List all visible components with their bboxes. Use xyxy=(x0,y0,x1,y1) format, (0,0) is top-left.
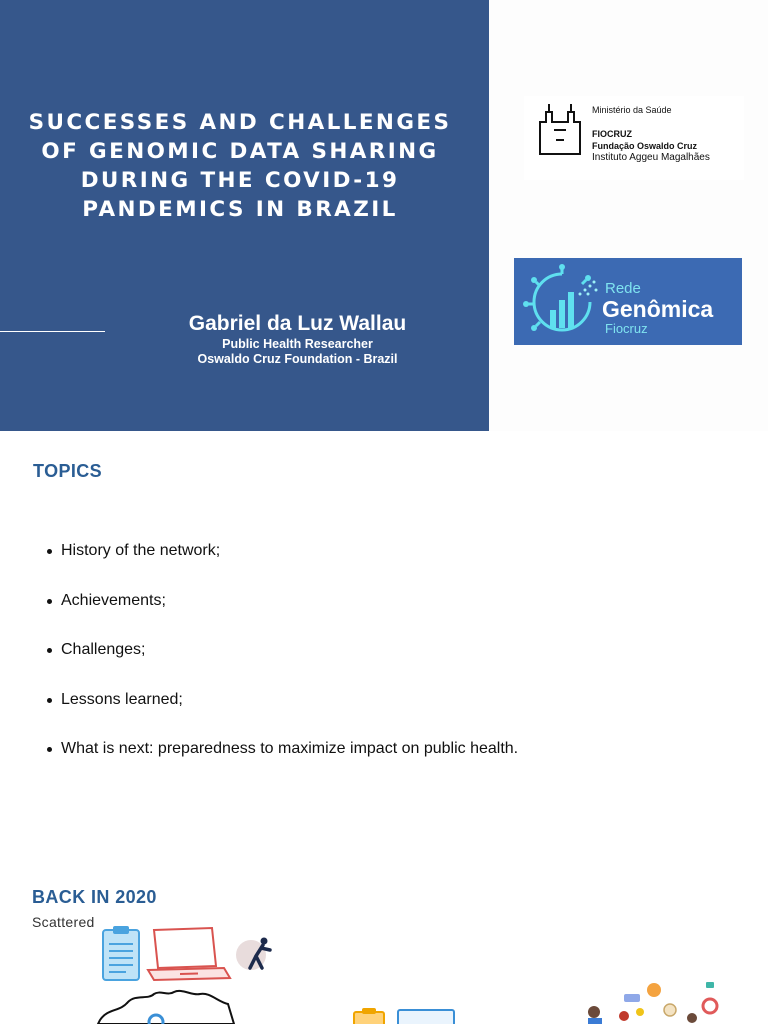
clipboard-laptop-icon xyxy=(350,1004,458,1024)
institute-text: Instituto Aggeu Magalhães xyxy=(592,152,710,163)
author-affiliation: Oswaldo Cruz Foundation - Brazil xyxy=(197,352,398,366)
brazil-map-icon xyxy=(96,988,238,1024)
bullet-icon xyxy=(47,747,52,752)
fiocruz-logo xyxy=(524,96,744,180)
list-item xyxy=(44,591,518,641)
fiocruz-castle-icon xyxy=(534,100,586,158)
org-full: Fundação Oswaldo Cruz xyxy=(592,141,698,151)
bullet-icon xyxy=(47,698,52,703)
back-in-2020-heading: BACK IN 2020 xyxy=(32,887,157,907)
author-block xyxy=(140,311,455,367)
list-item xyxy=(44,640,518,690)
list-item-text: Lessons learned; xyxy=(61,690,183,708)
clipboard-icon xyxy=(100,924,144,982)
presentation-title: SUCCESSES AND CHALLENGES OF GENOMIC DATA SHARING DURING THE COVID-19 PANDEMICS IN BRAZIL xyxy=(28,110,452,222)
person-pushing-icon xyxy=(234,934,276,974)
virus-chart-icon xyxy=(522,264,602,340)
author-name: Gabriel da Luz Wallau xyxy=(188,312,407,335)
topics-list xyxy=(44,541,518,789)
bullet-icon xyxy=(47,648,52,653)
divider-line xyxy=(0,331,105,332)
fiocruz-word: Fiocruz xyxy=(605,321,648,336)
list-item-text: Achievements; xyxy=(61,591,166,609)
bullet-icon xyxy=(47,549,52,554)
rede-genomica-logo xyxy=(514,258,742,345)
title-panel xyxy=(0,0,489,431)
bullet-icon xyxy=(47,599,52,604)
list-item-text: Challenges; xyxy=(61,641,146,659)
list-item-text: What is next: preparedness to maximize impact on public health. xyxy=(61,740,519,758)
list-item xyxy=(44,541,518,591)
org-abbrev: FIOCRUZ xyxy=(592,129,632,139)
scattered-subheading: Scattered xyxy=(32,914,95,930)
laptop-icon xyxy=(146,926,232,982)
team-collaboration-icon xyxy=(580,980,720,1024)
author-role: Public Health Researcher xyxy=(222,337,373,351)
rede-word: Rede xyxy=(605,280,641,297)
ministry-text: Ministério da Saúde xyxy=(592,105,672,115)
list-item-text: History of the network; xyxy=(61,542,221,559)
fiocruz-logo-text xyxy=(592,104,710,164)
genomica-word: Genômica xyxy=(602,296,714,322)
topics-heading: TOPICS xyxy=(33,461,103,481)
list-item xyxy=(44,739,518,789)
title-slide xyxy=(0,0,768,431)
list-item xyxy=(44,690,518,740)
